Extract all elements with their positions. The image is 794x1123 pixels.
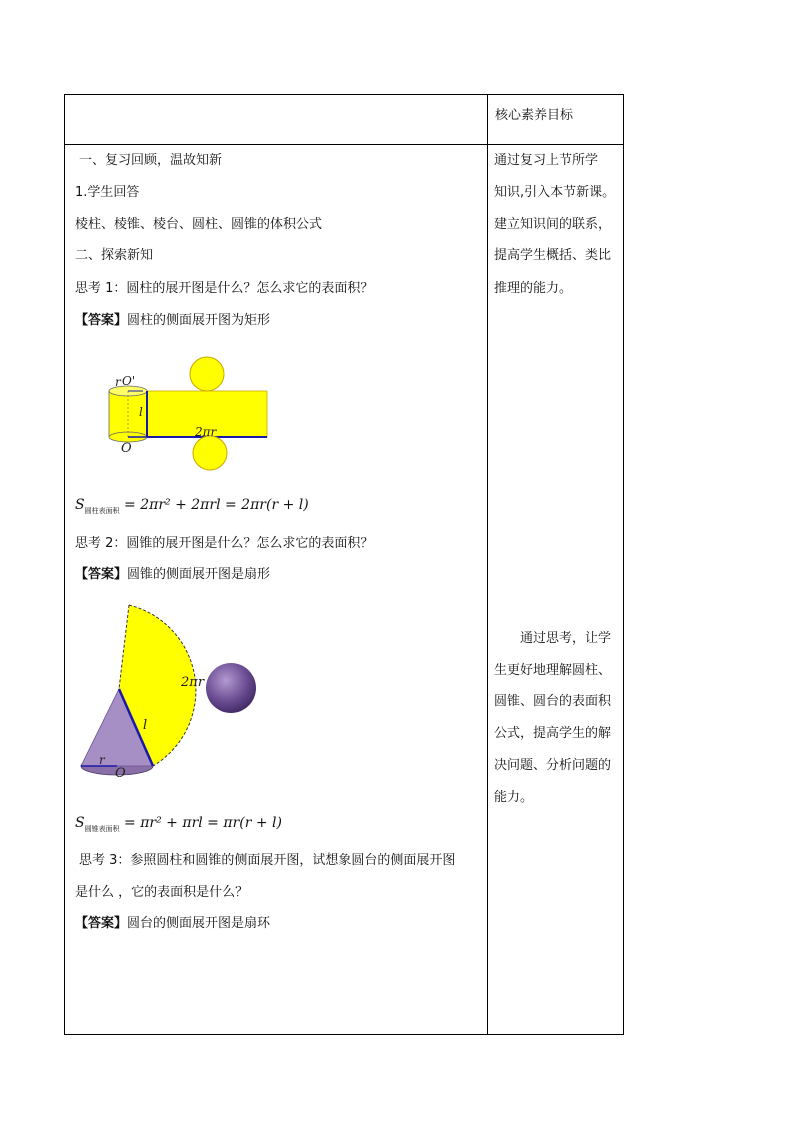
lesson-table (64, 94, 624, 1035)
top-circle (190, 357, 224, 391)
answer3 (75, 914, 270, 934)
label-o: O (115, 766, 126, 781)
cylinder-surface-formula: $S_{圆柱表面积} = 2\pi r^2 + 2\pi rl = 2\pi r(r + l)$ (75, 497, 309, 515)
answer3-text: 圆台的侧面展开图是扇环 (127, 916, 271, 931)
think3-question-line1: 思考 3：参照圆柱和圆锥的侧面展开图，试想象圆台的侧面展开图 (79, 853, 456, 868)
label-l: l (139, 405, 143, 419)
goal2-line6: 能力。 (494, 790, 534, 805)
cone-net-figure (77, 601, 263, 787)
label-r: r (99, 753, 105, 767)
answer2-text: 圆锥的侧面展开图是扇形 (127, 567, 271, 582)
answer1-text: 圆柱的侧面展开图为矩形 (127, 313, 271, 328)
answer2 (75, 565, 270, 585)
goal2-line1: 通过思考，让学 (520, 631, 612, 646)
goal2-line3: 圆锥、圆台的表面积 (494, 694, 612, 709)
base-circle (206, 663, 256, 713)
cylinder-net-figure (103, 353, 273, 471)
answer3-tag: 【答案】 (75, 916, 128, 931)
goal2-line5: 决问题、分析问题的 (494, 758, 612, 773)
label-l: l (143, 718, 148, 733)
section-explore-title: 二、探索新知 (75, 248, 154, 263)
think3-question-line2: 是什么 ，它的表面积是什么？ (75, 885, 249, 900)
volume-formulas-line: 棱柱、棱锥、棱台、圆柱、圆锥的体积公式 (75, 217, 323, 232)
goal2-line4: 公式，提高学生的解 (494, 726, 612, 741)
think2-question: 思考 2：圆锥的展开图是什么？怎么求它的表面积？ (75, 536, 374, 551)
answer2-tag: 【答案】 (75, 567, 128, 582)
goal1-line4: 提高学生概括、类比 (494, 248, 612, 263)
label-o-bottom: O (121, 441, 132, 456)
goal1-line3: 建立知识间的联系， (494, 217, 612, 232)
label-2pir: 2πr (181, 675, 205, 690)
label-2pir: 2πr (195, 425, 217, 439)
header-divider (65, 144, 623, 145)
cone-surface-formula: $S_{圆锥表面积} = \pi r^2 + \pi rl = \pi r(r + l)$ (75, 815, 282, 833)
label-o-top: O' (122, 374, 136, 388)
goal1-line5: 推理的能力。 (494, 281, 573, 296)
think1-question: 思考 1：圆柱的展开图是什么？怎么求它的表面积？ (75, 281, 374, 296)
right-column-header: 核心素养目标 (495, 108, 574, 123)
goal2-line2: 生更好地理解圆柱、 (494, 663, 612, 678)
goal1-line2: 知识,引入本节新课。 (494, 185, 616, 200)
section-review-title: 一、复习回顾，温故知新 (79, 153, 223, 168)
label-r: r (115, 375, 121, 389)
answer1 (75, 311, 270, 331)
bottom-circle (193, 436, 227, 470)
answer1-tag: 【答案】 (75, 313, 128, 328)
goal1-line1: 通过复习上节所学 (494, 153, 599, 168)
student-answer-line: 1.学生回答 (75, 185, 140, 200)
column-divider (487, 95, 488, 1034)
